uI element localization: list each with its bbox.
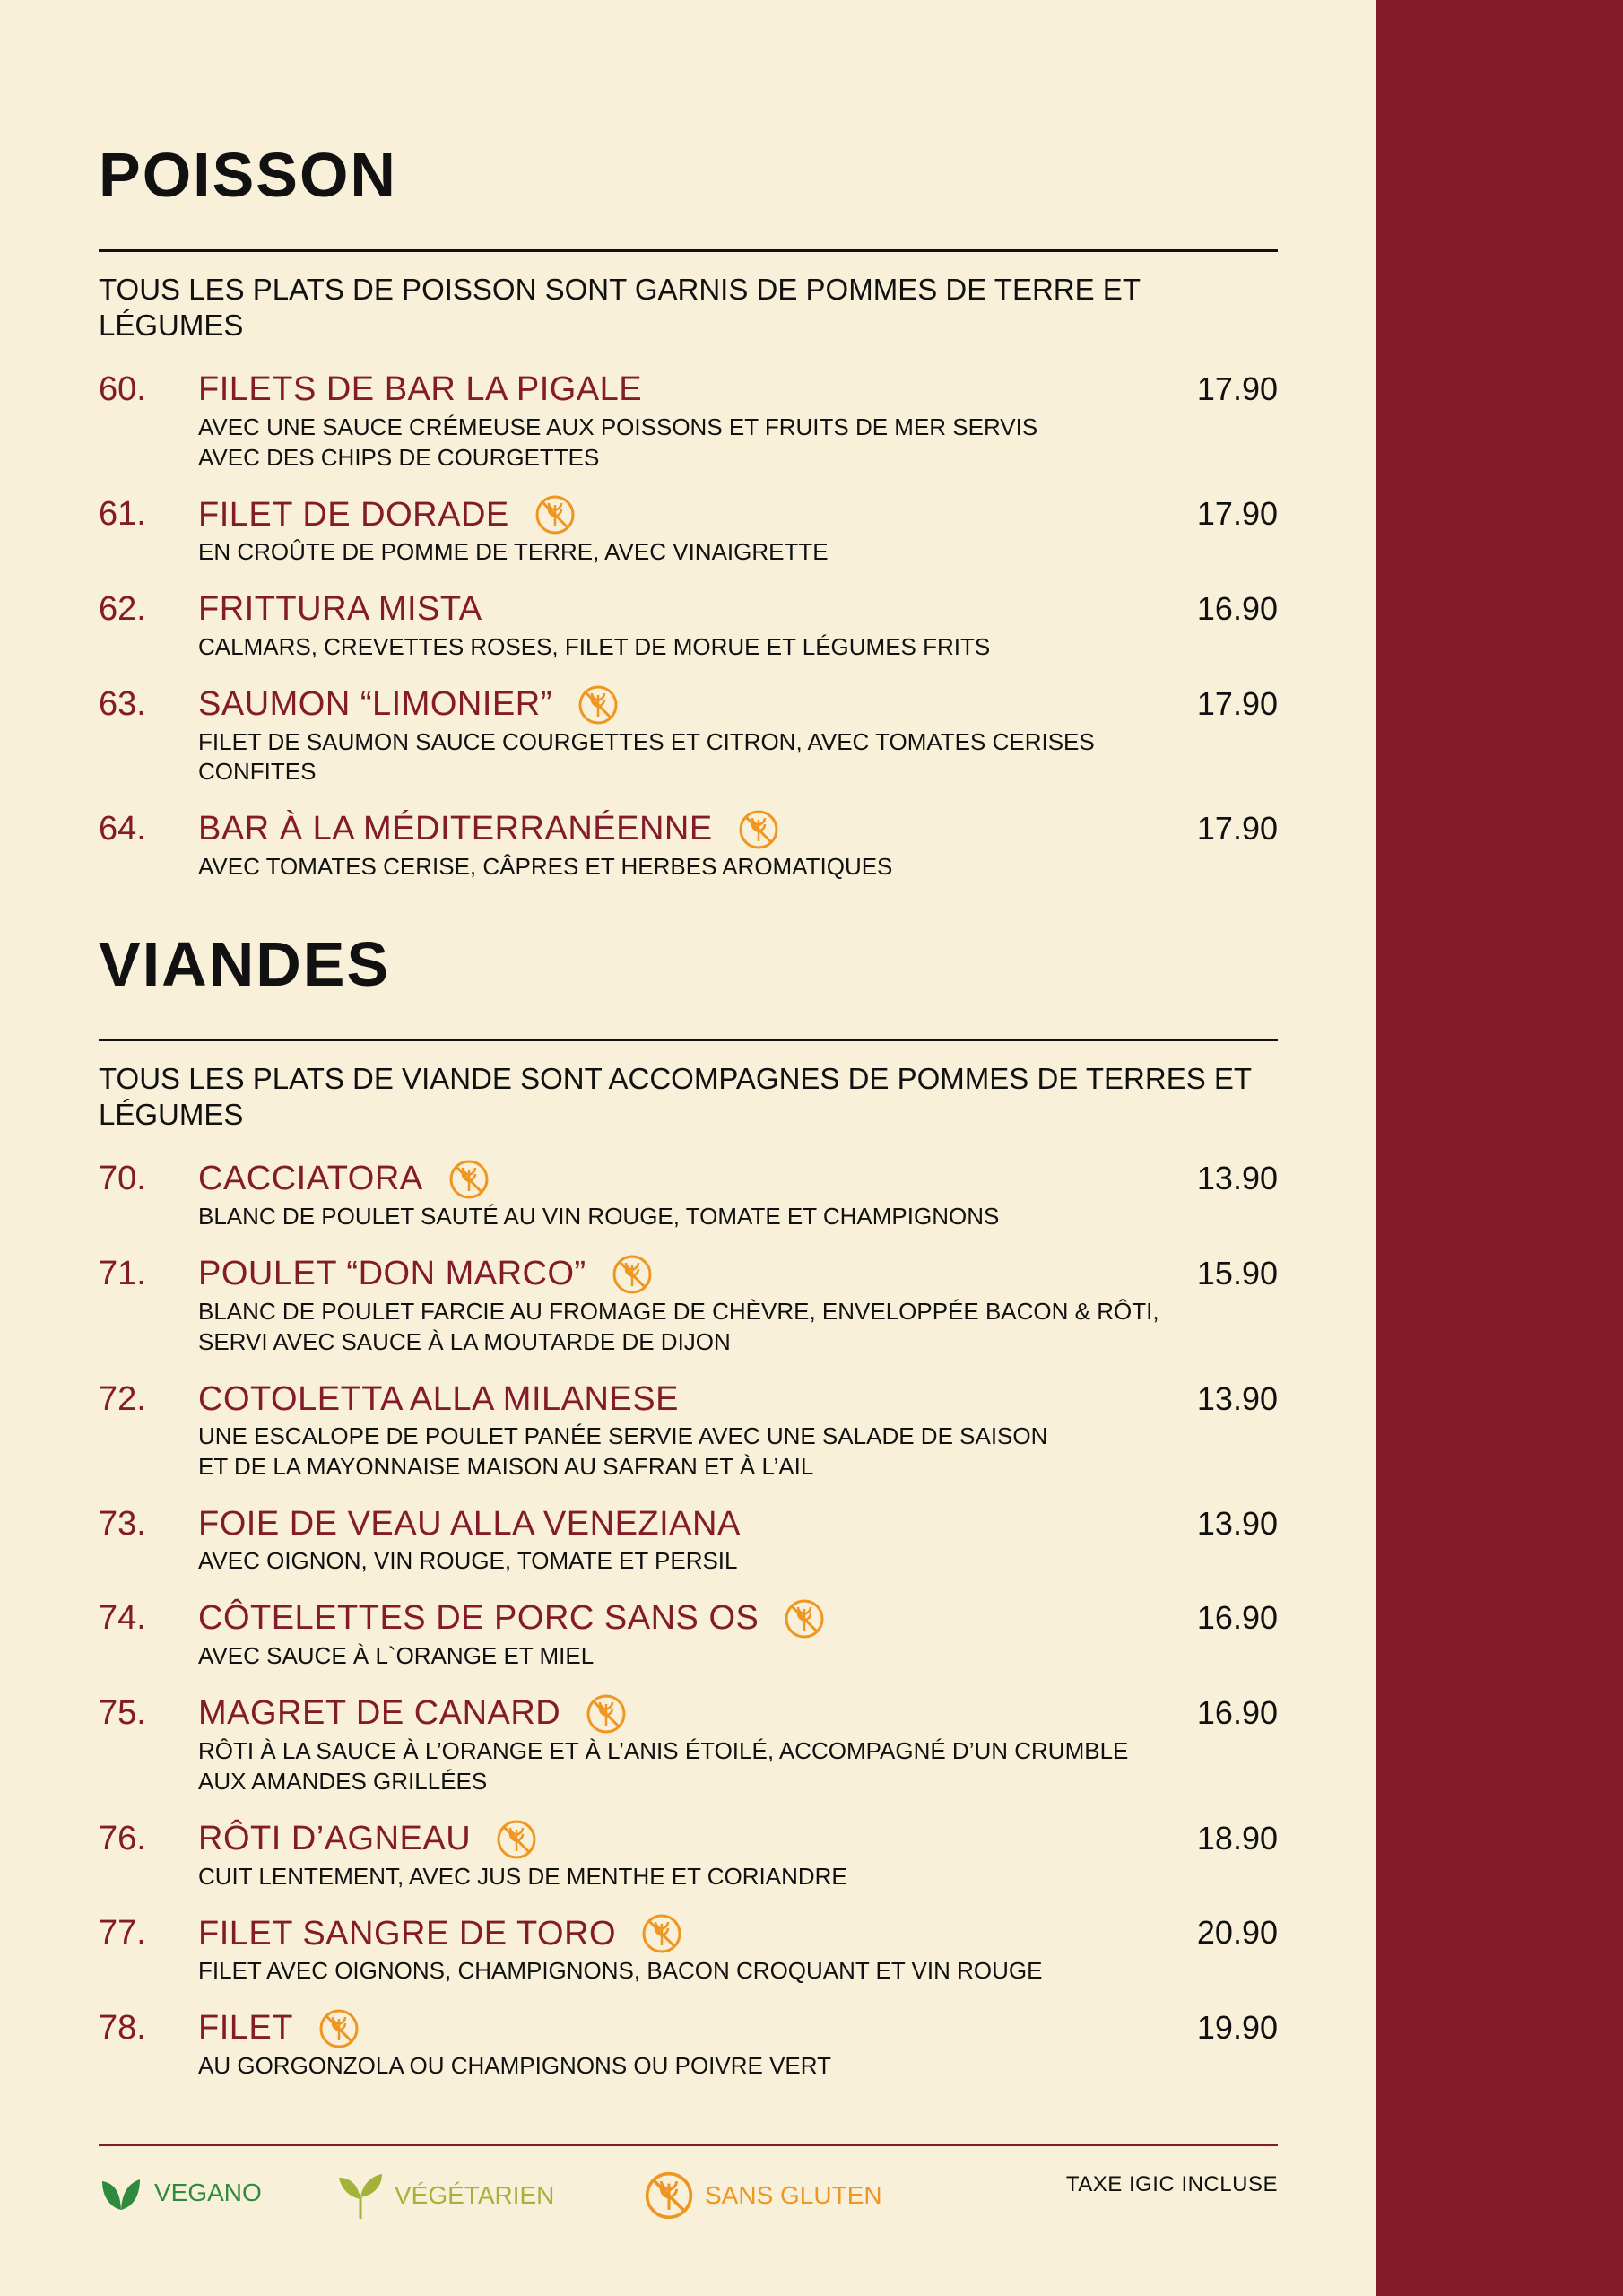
item-name-line	[198, 1159, 1170, 1200]
section-viandes	[99, 929, 1278, 2103]
gluten-free-icon	[612, 1254, 653, 1295]
item-number: 62.	[99, 590, 146, 629]
vegan-leaf-icon	[99, 2170, 143, 2215]
item-description: BLANC DE POULET SAUTÉ AU VIN ROUGE, TOMATE ET CHAMPIGNONS	[198, 1203, 1000, 1231]
item-price: 13.90	[1196, 1504, 1278, 1542]
item-name-line	[198, 589, 1170, 631]
menu-item	[99, 1598, 1278, 1672]
menu-item	[99, 1379, 1278, 1483]
brand-sidebar	[1376, 0, 1623, 2296]
section-poisson	[99, 140, 1278, 904]
menu-item	[99, 684, 1278, 788]
item-name-line	[198, 809, 1170, 850]
gluten-free-icon	[318, 2008, 360, 2049]
item-number: 77.	[99, 1914, 146, 1952]
vegetarian-leaf-icon	[337, 2170, 384, 2221]
item-price: 17.90	[1196, 684, 1278, 722]
item-number: 76.	[99, 1819, 146, 1857]
gluten-free-icon	[577, 684, 619, 726]
item-number: 64.	[99, 810, 146, 848]
menu-item	[99, 589, 1278, 662]
item-name: RÔTI D’AGNEAU	[198, 1819, 472, 1857]
item-number: 71.	[99, 1254, 146, 1292]
item-description: AVEC SAUCE À L`ORANGE ET MIEL	[198, 1642, 595, 1670]
gluten-free-icon	[784, 1598, 825, 1639]
item-name-line	[198, 1693, 1170, 1735]
item-number: 73.	[99, 1504, 146, 1543]
item-name: BAR À LA MÉDITERRANÉENNE	[198, 810, 713, 848]
menu-item	[99, 1693, 1278, 1797]
legend-vegetarian	[337, 2170, 554, 2221]
item-name-line	[198, 494, 1170, 535]
item-name-line	[198, 1819, 1170, 1860]
item-name: COTOLETTA ALLA MILANESE	[198, 1379, 679, 1418]
item-price: 17.90	[1196, 495, 1278, 533]
legend-vegetarian-label: VÉGÉTARIEN	[395, 2181, 555, 2209]
item-number: 75.	[99, 1693, 146, 1732]
item-name-line	[198, 1254, 1170, 1295]
section-title: VIANDES	[99, 929, 391, 999]
item-name: FILET	[198, 2009, 293, 2048]
gluten-free-icon	[496, 1819, 537, 1860]
gluten-free-icon	[586, 1693, 627, 1735]
item-name-line	[198, 1504, 1170, 1545]
item-description: BLANC DE POULET FARCIE AU FROMAGE DE CHÈVRE, ENVELOPPÉE BACON & RÔTI, SERVI AVEC SAUCE À LA MOUTARDE DE DIJON	[198, 1297, 1159, 1355]
item-number: 70.	[99, 1160, 146, 1198]
gluten-free-icon	[448, 1159, 490, 1200]
menu-items	[99, 370, 1278, 883]
menu-item	[99, 2008, 1278, 2082]
section-divider	[99, 249, 1278, 252]
item-description: CUIT LENTEMENT, AVEC JUS DE MENTHE ET CORIANDRE	[198, 1862, 847, 1890]
section-divider	[99, 1039, 1278, 1041]
item-description: FILET AVEC OIGNONS, CHAMPIGNONS, BACON CROQUANT ET VIN ROUGE	[198, 1957, 1043, 1985]
gluten-free-icon	[738, 809, 779, 850]
menu-items	[99, 1159, 1278, 2082]
item-price: 20.90	[1196, 1914, 1278, 1952]
item-name: POULET “DON MARCO”	[198, 1255, 586, 1293]
item-name: FILET SANGRE DE TORO	[198, 1914, 617, 1952]
item-price: 16.90	[1196, 590, 1278, 628]
item-name: SAUMON “LIMONIER”	[198, 684, 552, 723]
item-price: 13.90	[1196, 1379, 1278, 1417]
section-note: TOUS LES PLATS DE POISSON SONT GARNIS DE POMMES DE TERRE ET LÉGUMES	[99, 273, 1141, 342]
item-price: 19.90	[1196, 2009, 1278, 2047]
item-number: 61.	[99, 495, 146, 534]
item-name-line	[198, 684, 1170, 726]
item-name-line	[198, 370, 1170, 411]
gluten-free-icon	[534, 494, 576, 535]
item-description: FILET DE SAUMON SAUCE COURGETTES ET CITRON, AVEC TOMATES CERISES CONFITES	[198, 727, 1095, 786]
section-title: POISSON	[99, 140, 397, 210]
item-description: AVEC UNE SAUCE CRÉMEUSE AUX POISSONS ET FRUITS DE MER SERVIS AVEC DES CHIPS DE COURGETTES	[198, 413, 1038, 471]
item-description: CALMARS, CREVETTES ROSES, FILET DE MORUE ET LÉGUMES FRITS	[198, 632, 991, 660]
legend-gluten-free-label: SANS GLUTEN	[705, 2181, 882, 2209]
item-number: 74.	[99, 1599, 146, 1638]
menu-item	[99, 494, 1278, 568]
item-name-line	[198, 1913, 1170, 1954]
item-number: 60.	[99, 370, 146, 409]
item-name: FILETS DE BAR LA PIGALE	[198, 370, 643, 409]
item-name-line	[198, 1379, 1170, 1421]
menu-item	[99, 1504, 1278, 1577]
legend-vegan	[99, 2170, 262, 2215]
item-name: CÔTELETTES DE PORC SANS OS	[198, 1599, 759, 1638]
item-price: 13.90	[1196, 1160, 1278, 1197]
item-price: 15.90	[1196, 1254, 1278, 1292]
menu-item	[99, 370, 1278, 473]
item-description: AVEC OIGNON, VIN ROUGE, TOMATE ET PERSIL	[198, 1547, 738, 1575]
gluten-free-icon	[644, 2170, 694, 2221]
menu-item	[99, 1159, 1278, 1232]
section-note: TOUS LES PLATS DE VIANDE SONT ACCOMPAGNES DE POMMES DE TERRES ET LÉGUMES	[99, 1062, 1252, 1131]
item-name: FOIE DE VEAU ALLA VENEZIANA	[198, 1504, 741, 1543]
gluten-free-icon	[641, 1913, 682, 1954]
item-name: MAGRET DE CANARD	[198, 1694, 561, 1733]
item-number: 72.	[99, 1379, 146, 1418]
menu-item	[99, 1913, 1278, 1987]
tax-note: TAXE IGIC INCLUSE	[1065, 2172, 1278, 2196]
item-description: AU GORGONZOLA OU CHAMPIGNONS OU POIVRE VERT	[198, 2052, 831, 2080]
item-number: 78.	[99, 2009, 146, 2048]
item-price: 18.90	[1196, 1819, 1278, 1857]
item-name: FRITTURA MISTA	[198, 590, 482, 629]
menu-item	[99, 1254, 1278, 1358]
legend-gluten-free	[644, 2170, 882, 2221]
item-price: 16.90	[1196, 1693, 1278, 1731]
item-description: AVEC TOMATES CERISE, CÂPRES ET HERBES AROMATIQUES	[198, 853, 893, 881]
menu-item	[99, 1819, 1278, 1892]
item-description: UNE ESCALOPE DE POULET PANÉE SERVIE AVEC UNE SALADE DE SAISON ET DE LA MAYONNAISE MAISON AU SAFRAN ET À L’AIL	[198, 1422, 1048, 1480]
item-price: 16.90	[1196, 1599, 1278, 1637]
item-name-line	[198, 1598, 1170, 1639]
item-price: 17.90	[1196, 370, 1278, 408]
legend-vegan-label: VEGANO	[154, 2179, 262, 2206]
item-description: EN CROÛTE DE POMME DE TERRE, AVEC VINAIGRETTE	[198, 538, 829, 566]
item-name-line	[198, 2008, 1170, 2049]
item-number: 63.	[99, 684, 146, 723]
item-description: RÔTI À LA SAUCE À L’ORANGE ET À L’ANIS ÉTOILÉ, ACCOMPAGNÉ D’UN CRUMBLE AUX AMANDES GRILLÉES	[198, 1736, 1129, 1795]
item-name: FILET DE DORADE	[198, 495, 509, 534]
footer-divider	[99, 2144, 1278, 2146]
item-price: 17.90	[1196, 810, 1278, 848]
item-name: CACCIATORA	[198, 1160, 423, 1198]
menu-item	[99, 809, 1278, 883]
